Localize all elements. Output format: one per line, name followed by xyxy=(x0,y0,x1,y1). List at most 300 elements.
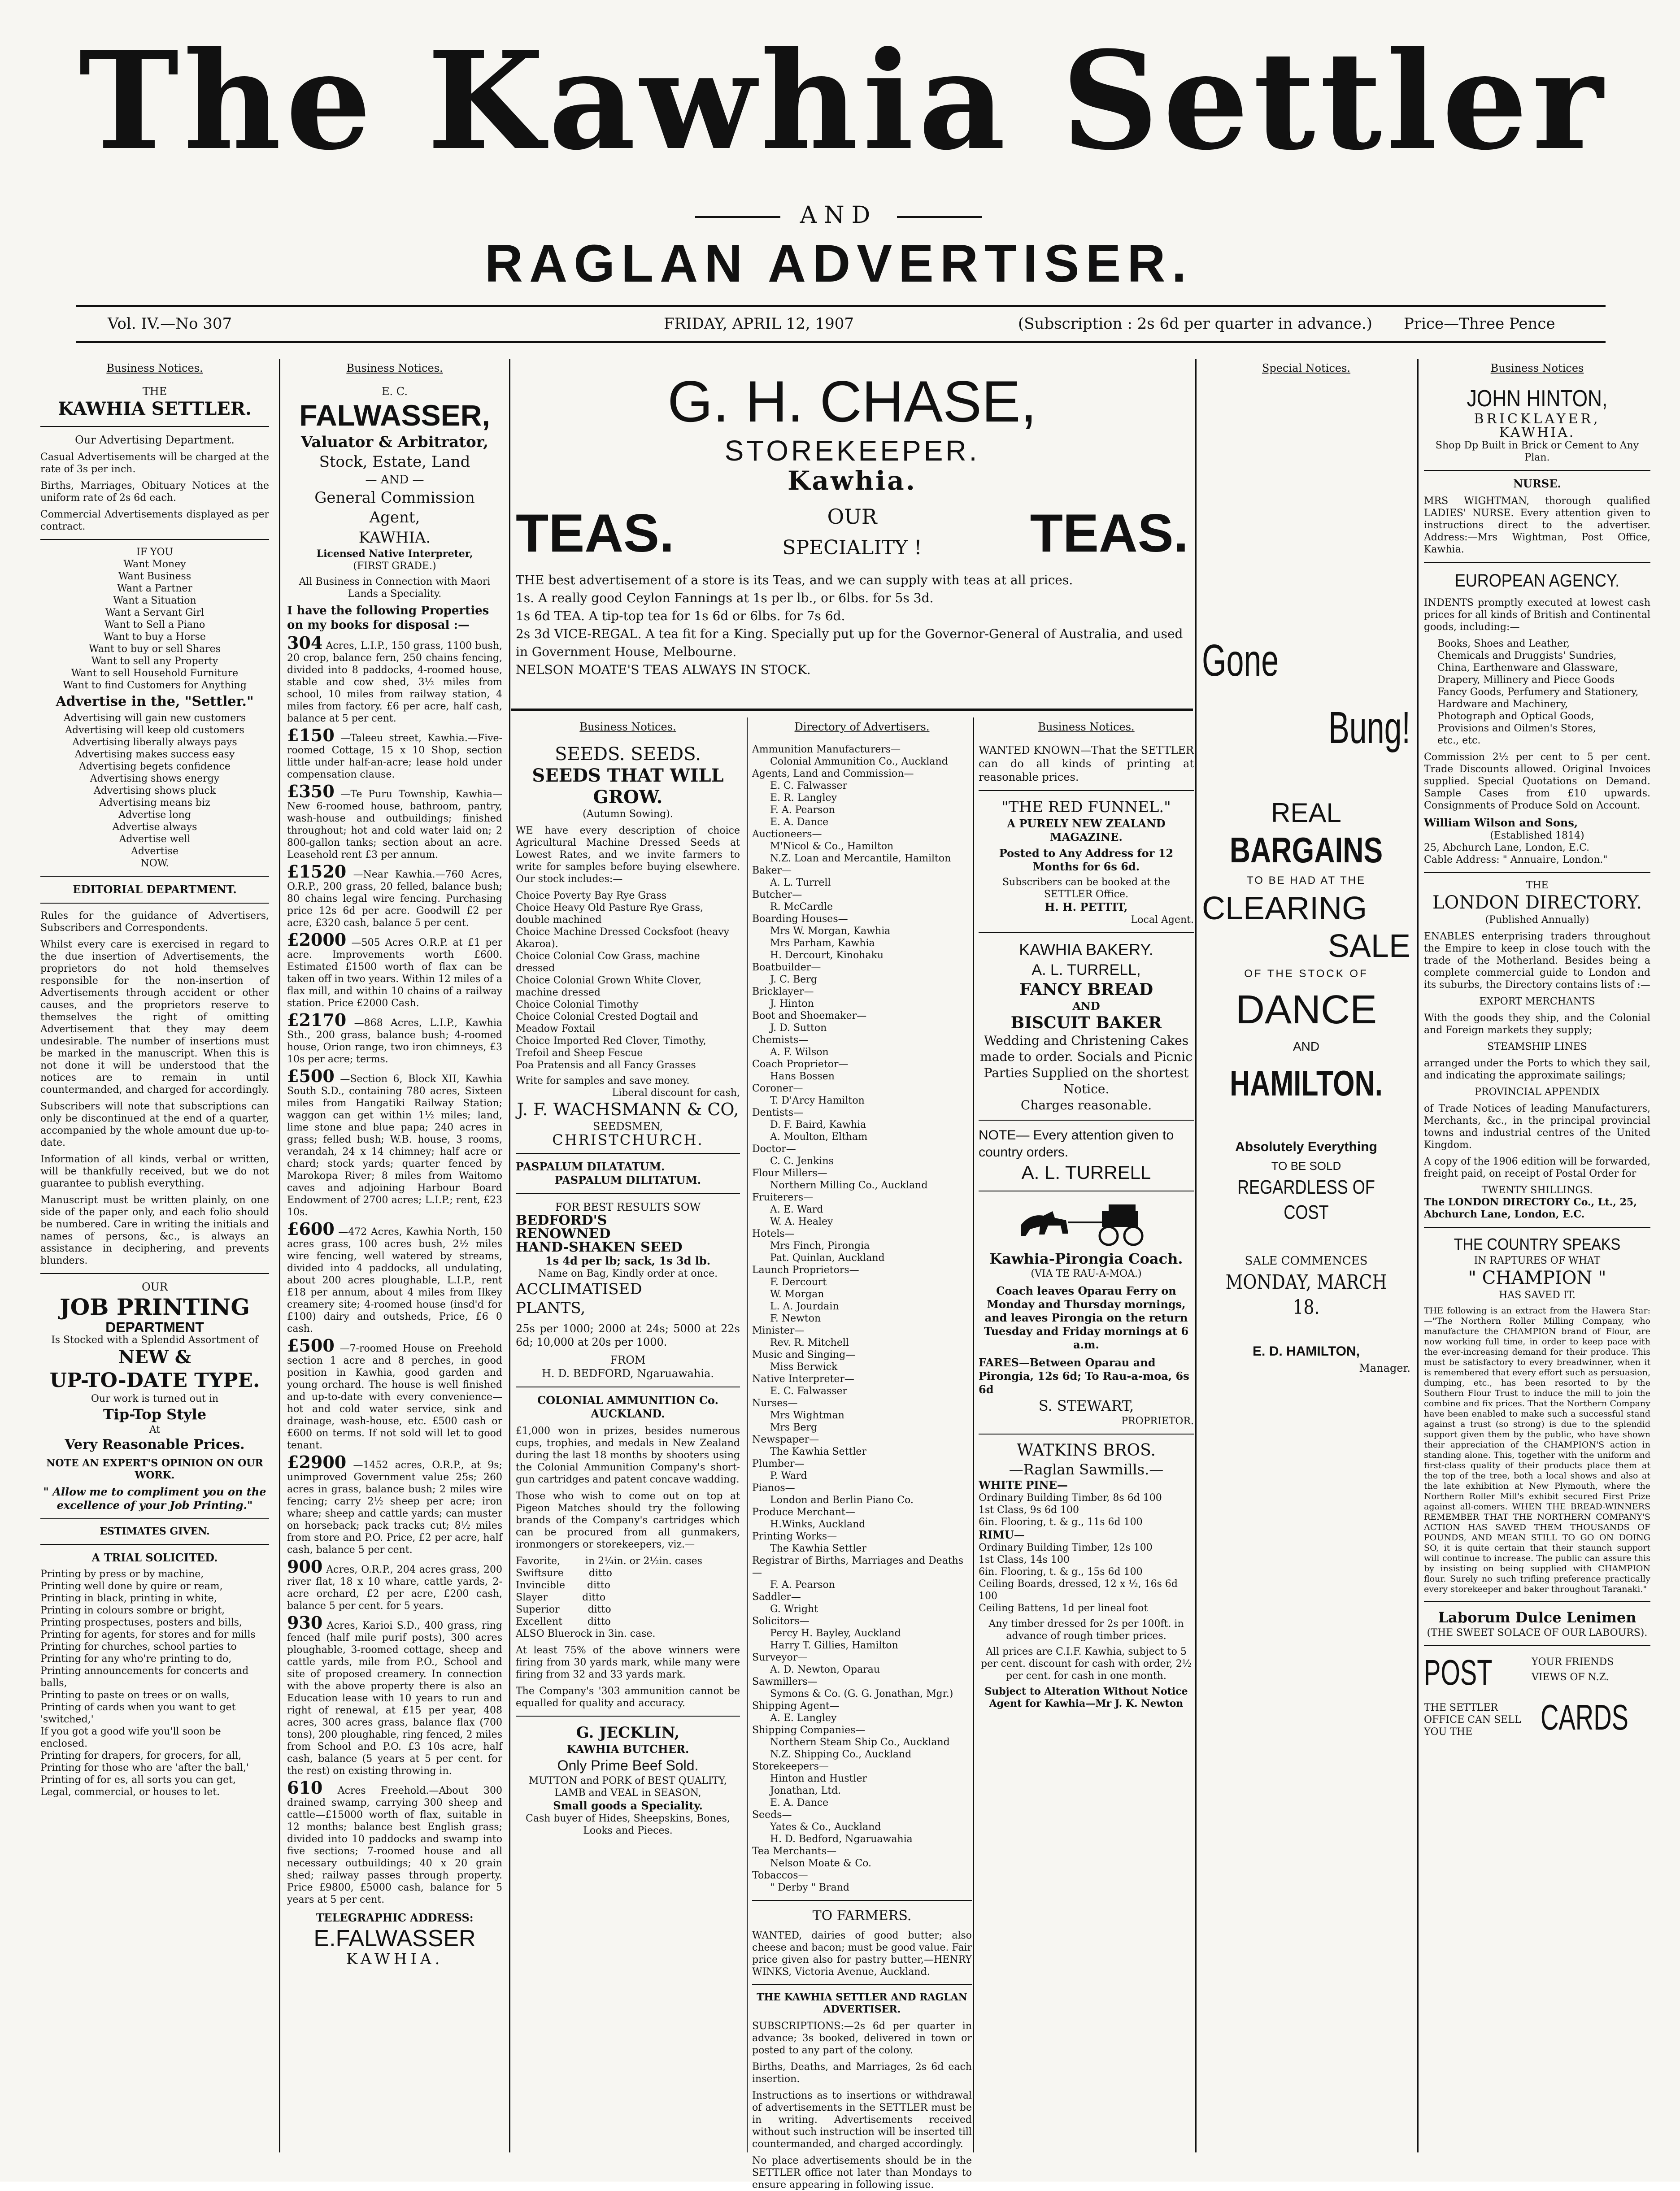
if-you-list: IF YOU Want Money Want Business Want a Partner Want a Situation Want a Servant Girl Want to Sell a Piano Want to buy a Horse Want to buy or sell Shares Want to sell any Property Want to sell Household Furniture Want to find Customers for Anything xyxy=(63,547,247,691)
watkins-bros: WATKINS BROS. xyxy=(1017,1441,1156,1460)
write-for-samples: Write for samples and save money. xyxy=(516,1075,690,1087)
directory-entry: N.Z. Shipping Co., Auckland xyxy=(770,1749,912,1760)
red-funnel: "THE RED FUNNEL." xyxy=(1001,798,1171,816)
directory-category: Shipping Companies— xyxy=(752,1725,866,1736)
directory-entry: Pat. Quinlan, Auckland xyxy=(770,1252,885,1264)
directory-entry: Jonathan, Ltd. xyxy=(770,1785,841,1796)
turrell-name-2: A. L. TURRELL xyxy=(1021,1162,1151,1183)
directory-entry: Mrs Berg xyxy=(770,1422,818,1433)
and-separator: — AND — xyxy=(365,473,424,487)
column-heading: Directory of Advertisers. xyxy=(794,721,930,733)
manager-label: Manager. xyxy=(1359,1362,1410,1374)
directory-entry: H.Winks, Auckland xyxy=(770,1519,866,1530)
directory-entry: L. A. Jourdain xyxy=(770,1301,839,1312)
cif-prices: All prices are C.I.F. Kawhia, subject to 5 per cent. discount for cash with order, 2½ per cent. for cash in one month. xyxy=(980,1646,1192,1682)
views-nz: VIEWS OF N.Z. xyxy=(1532,1672,1609,1683)
name-on-bag: Name on Bag, Kindly order at once. xyxy=(538,1268,718,1279)
reasonable-prices: Very Reasonable Prices. xyxy=(65,1437,245,1452)
kawhia-butcher: KAWHIA BUTCHER. xyxy=(566,1743,689,1756)
rule-3: Information of all kinds, verbal or written, will be thankfully received, but we do not guarantee to publish everything. xyxy=(40,1154,269,1189)
directory-category: Produce Merchant— xyxy=(752,1507,855,1518)
jecklin-name: G. JECKLIN, xyxy=(576,1724,680,1742)
trial-solicited: A TRIAL SOLICITED. xyxy=(91,1551,218,1564)
directory-category: Ammunition Manufacturers— xyxy=(752,744,901,755)
cards-label: CARDS xyxy=(1541,1697,1629,1737)
from-label: FROM xyxy=(610,1354,646,1366)
property-listing: 304 Acres, L.I.P., 150 grass, 1100 bush, 20 crop, balance fern, 250 chains fencing, divided into 8 paddocks, 4-roomed house, stable and cow shed, 3½ miles from school, 10 miles from railway station, 4 miles from factory. £6 per acre, half cash, balance at 5 per cent. xyxy=(287,633,502,724)
column-heading: Business Notices xyxy=(1490,362,1584,374)
directory-category: Nurses— xyxy=(752,1398,798,1409)
bedford-ngaruawahia: H. D. BEDFORD, Ngaruawahia. xyxy=(541,1367,714,1380)
rimu-label: RIMU— xyxy=(979,1528,1025,1541)
top-rule xyxy=(76,305,1606,307)
directory-category: Storekeepers— xyxy=(752,1761,829,1772)
directory-entry: Hans Bossen xyxy=(770,1071,835,1082)
directory-category: Native Interpreter— xyxy=(752,1374,854,1385)
directory-entry: Yates & Co., Auckland xyxy=(770,1821,881,1833)
telegraphic-address-label: TELEGRAPHIC ADDRESS: xyxy=(316,1911,474,1924)
liberal-discount: Liberal discount for cash, xyxy=(612,1087,740,1099)
masthead-and: AND xyxy=(695,202,982,229)
department-label: DEPARTMENT xyxy=(105,1319,204,1335)
nurse-heading: NURSE. xyxy=(1513,477,1561,490)
directory-category: Sawmillers— xyxy=(752,1676,818,1687)
chase-name: G. H. CHASE, xyxy=(667,369,1037,434)
prime-beef: Only Prime Beef Sold. xyxy=(557,1757,699,1774)
stewart-name: S. STEWART, xyxy=(1038,1397,1134,1414)
subscriptions-text: SUBSCRIPTIONS:—2s 6d per quarter in advance; 3s booked, delivered in town or posted to any part of the colony. xyxy=(752,2021,972,2056)
directory-category: Hotels— xyxy=(752,1228,795,1239)
directory-category: Tea Merchants— xyxy=(752,1846,837,1857)
directory-entry: H. D. Bedford, Ngaruawahia xyxy=(770,1834,913,1845)
directory-entry: F. Dercourt xyxy=(770,1277,827,1288)
champion-text: THE following is an extract from the Hawera Star:—"The Northern Roller Milling Company, who manufacture the CHAMPION brand of Flour, are now working full time, in order to keep pace with the ever-increasing demand for their produce. This must be satisfactory to every breadwinner, when it is remembered that every effort such as persuasion, dumping, etc., has been resorted to by the Southern Flour Trust to induce the mill to join the combine and fix prices. That the Northern Company have been enabled to make such a successful stand against a trust (so strong) is due to the splendid support given them by the public, who have shown their appreciation of the CHAMPION'S action in standing alone. This, together with the uniform and first-class quality of their products place them at the top of the tree, both a local shows and also at the late exhibition at New Plymouth, where the Northern Roller Mill's exhibit secured First Prize against all-comers. WHEN THE BREAD-WINNERS REMEMBER THAT THE NORTHERN COMPANY'S ACTION HAS SAVED THEM THOUSANDS OF POUNDS, AND MEAN STILL TO GO ON DOING SO, it is quite certain that their staunch support will continue to increase. The public can assure this by insisting on being supplied with CHAMPION flour. Surely no such trifling preference practically every storekeeper and baker throughout Taranaki." xyxy=(1424,1306,1650,1594)
directory-entry: W. A. Healey xyxy=(770,1216,833,1227)
directory-entry: G. Wright xyxy=(770,1604,818,1615)
directory-entry: Mrs Finch, Pirongia xyxy=(770,1240,870,1252)
hinton-name: JOHN HINTON, xyxy=(1467,386,1608,412)
our-label: OUR xyxy=(142,1281,168,1293)
directory-entry: W. Morgan xyxy=(770,1289,824,1300)
agent-label: Agent, xyxy=(369,509,420,526)
bedfords-label: BEDFORD'S xyxy=(516,1213,607,1228)
directory-category: Solicitors— xyxy=(752,1616,810,1627)
your-friends: YOUR FRIENDS xyxy=(1532,1656,1614,1668)
directory-entry: N.Z. Loan and Mercantile, Hamilton xyxy=(770,853,951,864)
directory-entry: Mrs Parham, Kawhia xyxy=(770,938,875,949)
directory-entry: Mrs W. Morgan, Kawhia xyxy=(770,926,891,937)
hinton-kawhia: KAWHIA. xyxy=(1499,425,1576,440)
lamb-veal: LAMB and VEAL in SEASON, xyxy=(554,1787,701,1799)
laborum: Laborum Dulce Lenimen xyxy=(1438,1609,1636,1626)
directory-entry: R. McCardle xyxy=(770,901,833,913)
rules-intro: Rules for the guidance of Advertisers, Subscribers and Correspondents. xyxy=(40,910,269,934)
plants-label: PLANTS, xyxy=(516,1299,586,1317)
bricklayer-label: BRICKLAYER, xyxy=(1474,411,1601,427)
coach-title: Kawhia-Pirongia Coach. xyxy=(989,1250,1183,1267)
directory-category: Auctioneers— xyxy=(752,829,822,840)
issue-date: FRIDAY, APRIL 12, 1907 xyxy=(664,315,854,333)
settler-title: THE KAWHIA SETTLER AND RAGLAN ADVERTISER. xyxy=(757,1991,967,2015)
directory-entry: The Kawhia Settler xyxy=(770,1543,866,1554)
up-to-date-type: UP-TO-DATE TYPE. xyxy=(49,1369,260,1392)
directory-entry: A. E. Ward xyxy=(770,1204,823,1215)
directory-entry: J. C. Berg xyxy=(770,974,817,985)
raglan-sawmills: —Raglan Sawmills.— xyxy=(1009,1461,1164,1478)
directory-category: Bricklayer— xyxy=(752,986,814,997)
directory-category: Registrar of Births, Marriages and Deaths— xyxy=(752,1555,964,1578)
column-directory xyxy=(747,717,972,2191)
autumn-sowing: (Autumn Sowing). xyxy=(583,809,673,820)
column-business-notices-1 xyxy=(40,359,269,2152)
directory-entry: Harry T. Gillies, Hamilton xyxy=(770,1640,898,1651)
rule-2: Subscribers will note that subscriptions can only be discontinued at the end of a quarter, accompanied by the whole amount due up-to-date. xyxy=(40,1101,269,1148)
our-label: OUR xyxy=(827,504,877,529)
ammunition-text-1: £1,000 won in prizes, besides numerous cups, trophies, and medals in New Zealand during the last 18 months by shooters using the Colonial Ammunition Company's short-gun cartridges and patent concave wadding. xyxy=(516,1426,740,1485)
abchurch-lane: 25, Abchurch Lane, London, E.C. xyxy=(1424,842,1590,853)
ammunition-text-2: Those who wish to come out on top at Pigeon Matches should try the following brands of the Company's cartridges which can be procured from all gunmakers, ironmongers or storekeepers, viz.— xyxy=(516,1491,740,1550)
twenty-shillings: TWENTY SHILLINGS. xyxy=(1481,1185,1593,1196)
small-goods: Small goods a Speciality. xyxy=(553,1799,703,1812)
country-orders: NOTE— Every attention given to country orders. xyxy=(979,1128,1174,1160)
paspalum-1: PASPALUM DILATATUM. xyxy=(516,1160,665,1173)
column-rule xyxy=(509,359,510,2152)
property-listing: £2900 —1452 acres, O.R.P., at 9s; unimproved Government value 25s; 260 acres in grass, balance bush; 2 miles wire fencing; carry 2½ sheep per acre; iron whare; sheep and cattle yards; can muster on horseback; pack tracks cut; 8½ miles from store and P.O. Price, £2 per acre, half cash, balance 5 per cent. xyxy=(287,1452,502,1556)
property-listing: 930 Acres, Karioi S.D., 400 grass, ring fenced (half mile purif posts), 300 acres ploughable, 3-roomed cottage, sheep and cattle yards, mile from P.O., School and site of proposed creamery. In connection with the above property there is also an Education lease with 10 years to run and right of renewal, at £15 per year, 408 acres, 300 acres grass, balance flax (700 tons), 200 ploughable, ring fenced, 2 miles from School and P.O. £3 10s acre, half cash, balance (5 years at 5 per cent. for the rest) on existing throwing in. xyxy=(287,1613,502,1777)
directory-entry: F. A. Pearson xyxy=(770,1579,835,1591)
directory-category: Agents, Land and Commission— xyxy=(752,768,914,779)
white-pine: WHITE PINE— xyxy=(979,1478,1068,1491)
price-note: Price—Three Pence xyxy=(1404,315,1555,333)
best-results: FOR BEST RESULTS SOW xyxy=(555,1201,701,1213)
london-directory: LONDON DIRECTORY. xyxy=(1432,892,1642,913)
directory-entry: " Derby " Brand xyxy=(770,1882,849,1893)
directory-category: Music and Singing— xyxy=(752,1349,856,1361)
plant-prices: 25s per 1000; 2000 at 24s; 5000 at 22s 6d; 10,000 at 20s per 1000. xyxy=(516,1322,740,1348)
rate-2: Births, Marriages, Obituary Notices at the uniform rate of 2s 6d each. xyxy=(40,480,269,504)
hinton-built: Shop Dp Built in Brick or Cement to Any Plan. xyxy=(1435,440,1639,463)
property-listing: £2000 —505 Acres O.R.P. at £1 per acre. Improvements worth £600. Estimated £1500 worth of flax can be taken off in two years. Within 12 miles of a flax mill, and within 10 chains of a railway station. Price £2000 Cash. xyxy=(287,930,503,1009)
provincial-text: of Trade Notices of leading Manufacturers, Merchants, &c., in the principal provincial towns and industrial centres of the United Kingdom. xyxy=(1424,1103,1650,1151)
directory-category: Newspaper— xyxy=(752,1434,819,1445)
column-heading: Business Notices. xyxy=(1038,721,1135,733)
directory-category: Boarding Houses— xyxy=(752,913,848,925)
tip-top-style: Tip-Top Style xyxy=(103,1406,207,1423)
property-listing: £350 —Te Puru Township, Kawhia—New 6-roomed house, bathroom, pantry, wash-house and outbuildings; finished throughout; hot and cold water laid on; 2 800-gallon tanks; section about an acre. Leasehold rent £3 per annum. xyxy=(287,781,502,861)
e-d-hamilton: E. D. HAMILTON, xyxy=(1253,1344,1360,1359)
of-the-stock: OF THE STOCK OF xyxy=(1244,968,1368,980)
directory-entry: A. L. Turrell xyxy=(770,877,831,888)
storekeeper-label: STOREKEEPER. xyxy=(724,435,980,467)
seed-list: Choice Poverty Bay Rye Grass Choice Heavy Old Pasture Rye Grass, double machined Choice Machine Dressed Cocksfoot (heavy Akaroa). Choice Colonial Cow Grass, machine dressed Choice Colonial Grown White Clover, machine dressed Choice Colonial Timothy Choice Colonial Crested Dogtail and Meadow Foxtail Choice Imported Red Clover, Timothy, Trefoil and Sheep Fescue Poa Pratensis and all Fancy Grasses xyxy=(516,890,730,1071)
native-interpreter: Licensed Native Interpreter, xyxy=(316,548,473,560)
directory-entry: Percy H. Bayley, Auckland xyxy=(770,1628,901,1639)
established: (Established 1814) xyxy=(1490,830,1584,841)
stock-estate-land: Stock, Estate, Land xyxy=(319,453,470,471)
directory-list xyxy=(752,743,972,1894)
column-business-notices-2 xyxy=(287,359,502,2152)
directory-entry: E. C. Falwasser xyxy=(770,1386,848,1397)
rate-3: Commercial Advertisements displayed as per contract. xyxy=(40,509,269,532)
teas-left: TEAS. xyxy=(516,503,675,563)
directory-entry: Mrs Wightman xyxy=(770,1410,844,1421)
directory-entry: Northern Steam Ship Co., Auckland xyxy=(770,1737,950,1748)
sale-label: SALE xyxy=(1327,928,1410,964)
property-listing: £500 —Section 6, Block XII, Kawhia South S.D., containing 780 acres, Sixteen miles from Hangatiki Railway Station; waggon can get within 1½ miles; land, lime stone and blue papa; 240 acres in grass; felled bush; W.B. house, 3 rooms, verandah, 24 x 14 chimney; half acre or chard; stock yards; quarter fenced by Marokopa River; 8 miles from Waitomo caves and adjoining Harbour Board Endowment of 2700 acres; L.I.P.; rent, £23 10s. xyxy=(287,1066,502,1218)
properties-intro: I have the following Properties on my books for disposal :— xyxy=(287,604,489,632)
directory-entry: Rev. R. Mitchell xyxy=(770,1337,849,1348)
export-merchants: EXPORT MERCHANTS xyxy=(1479,996,1595,1007)
column-heading: Business Notices. xyxy=(579,721,676,733)
directory-entry: H. Dercourt, Kinohaku xyxy=(770,950,884,961)
coach-via: (VIA TE RAU-A-MOA.) xyxy=(1031,1268,1142,1279)
directory-entry: J. Hinton xyxy=(770,998,814,1009)
printing-verse: Printing by press or by machine, Printing well done by quire or ream, Printing in black, printing in white, Printing in colours sombre or bright, Printing prospectuses, posters and bills, Printing for agents, for stores and for mills Printing for churches, school parties to Printing for any who're printing to do, Printing announcements for concerts and balls, Printing to paste on trees or on walls, Printing of cards when you want to get 'switched,' If you got a good wife you'll soon be enclosed. Printing for drapers, for grocers, for all, Printing for those who are 'after the ball,' Printing of for es, all sorts you can get, Legal, commercial, or houses to let. xyxy=(40,1569,256,1798)
directory-category: Chemists— xyxy=(752,1035,809,1046)
hamilton-label: HAMILTON. xyxy=(1230,1063,1383,1103)
directory-category: Boot and Shoemaker— xyxy=(752,1010,867,1022)
european-agency: EUROPEAN AGENCY. xyxy=(1454,571,1620,591)
directory-entry: P. Ward xyxy=(770,1470,807,1482)
directory-category: Plumber— xyxy=(752,1458,805,1469)
instructions-text: Instructions as to insertions or withdrawal of advertisements in the SETTLER must be in writing. Advertisements received without such instruction will be inserted till countermanded, and charged accordingly. xyxy=(752,2090,972,2150)
acclimatised-label: ACCLIMATISED xyxy=(516,1280,642,1298)
subscription-note: (Subscription : 2s 6d per quarter in advance.) xyxy=(1018,315,1372,333)
expert-opinion: NOTE AN EXPERT'S OPINION ON OUR WORK. xyxy=(46,1457,263,1481)
directory-category: Tobaccos— xyxy=(752,1870,808,1881)
clearing-label: CLEARING xyxy=(1202,891,1367,926)
to-be-had: TO BE HAD AT THE xyxy=(1247,874,1366,887)
seeds-intro: WE have every description of choice Agricultural Machine Dressed Seeds at Lowest Rates, and we invite farmers to write for samples before buying elsewhere. Our stock includes:— xyxy=(516,825,740,885)
column-heading: Special Notices. xyxy=(1262,362,1351,374)
rate-1: Casual Advertisements will be charged at the rate of 3s per inch. xyxy=(40,452,269,475)
dance-label: DANCE xyxy=(1235,987,1377,1032)
directory-entry: A. F. Wilson xyxy=(770,1047,829,1058)
wedding-cakes: Wedding and Christening Cakes made to order. Socials and Picnic Parties Supplied on the shortest Notice. xyxy=(980,1033,1193,1096)
settler-office-sell: THE SETTLER OFFICE CAN SELL YOU THE xyxy=(1424,1702,1521,1738)
directory-entry: Nelson Moate & Co. xyxy=(770,1858,872,1869)
london-directory-text: ENABLES enterprising traders throughout the Empire to keep in close touch with the trade of the Motherland. Besides being a complete commercial guide to London and its suburbs, the Directory contains lists of :— xyxy=(1424,931,1650,991)
chase-advert xyxy=(516,359,1188,709)
kawhia-agent: Agent for Kawhia—Mr J. K. Newton xyxy=(989,1698,1184,1709)
property-listing: 610 Acres Freehold.—About 300 drained swamp, carrying 300 sheep and cattle—£15000 worth of flax, suitable in 12 months; balance best English grass; divided into 10 paddocks and swamp into five sections; 7-roomed house and all necessary outbuildings; 40 x 20 grain shed; railway passes through property. Price £9800, £5000 cash, balance for 5 years at 5 per cent. xyxy=(287,1778,502,1905)
masthead-subtitle: RAGLAN ADVERTISER. xyxy=(484,234,1193,293)
horse-coach-icon xyxy=(1012,1198,1160,1247)
directory-entry: F. A. Pearson xyxy=(770,804,835,816)
seeds-grow: SEEDS THAT WILL GROW. xyxy=(532,765,724,808)
bargains-label: BARGAINS xyxy=(1229,830,1383,870)
rimu-prices: Ordinary Building Timber, 12s 100 1st Class, 14s 100 6in. Flooring, t. & g., 15s 6d 100 Ceiling Boards, dressed, 12 x ½, 16s 6d 100 Ceiling Battens, 1d per lineal foot xyxy=(979,1542,1178,1614)
purely-nz: A PURELY NEW ZEALAND MAGAZINE. xyxy=(1007,817,1166,843)
directory-category: Coroner— xyxy=(752,1083,803,1094)
births-text: Births, Deaths, and Marriages, 2s 6d each insertion. xyxy=(752,2061,972,2085)
falwasser-name: FALWASSER, xyxy=(299,399,490,432)
and-label: AND xyxy=(1293,1039,1320,1053)
colonial-ammunition: COLONIAL AMMUNITION Co. AUCKLAND. xyxy=(537,1394,718,1420)
directory-category: Saddler— xyxy=(752,1591,801,1603)
post-label: POST xyxy=(1424,1652,1493,1692)
fancy-bread: FANCY BREAD xyxy=(1019,980,1153,999)
column-heading: Business Notices. xyxy=(346,362,443,374)
directory-category: Butcher— xyxy=(752,889,802,900)
biscuit-baker: BISCUIT BAKER xyxy=(1010,1013,1162,1032)
white-pine-prices: Ordinary Building Timber, 8s 6d 100 1st Class, 9s 6d 100 6in. Flooring, t. & g., 11s 6d 100 xyxy=(979,1492,1162,1528)
slogan-list: Advertising will gain new customers Advertising will keep old customers Advertising liberally always pays Advertising makes success easy Advertising begets confidence Advertising shows energy Advertising shows pluck Advertising means biz Advertise long Advertise always Advertise well Advertise NOW. xyxy=(63,713,246,869)
directory-category: Printing Works— xyxy=(752,1531,837,1542)
london-directory-co: The LONDON DIRECTORY Co., Lt., 25, Abchurch Lane, London, E.C. xyxy=(1424,1196,1637,1220)
regardless-of-cost: REGARDLESS OF COST xyxy=(1237,1176,1375,1223)
directory-category: Boatbuilder— xyxy=(752,962,821,973)
real-label: REAL xyxy=(1271,798,1341,828)
rule-1: Whilst every care is exercised in regard to the due insertion of Advertisements, the proprietors do not hold themselves responsible for the non-insertion of Advertisements through accident or other causes, and the proprietors reserve to themselves the right of omitting Advertisement that they may deem undesirable. The number of insertions must be marked in the manuscript. When this is not done it will be understood that the notices are to remain in until countermanded, and charged for accordingly. xyxy=(40,939,269,1096)
published-annually: (Published Annually) xyxy=(1485,914,1589,926)
property-listing: £600 —472 Acres, Kawhia North, 150 acres grass, 100 acres bush, 2½ miles wire fencing, well watered by streams, divided into 4 paddocks, all undulating, about 200 acres ploughable, L.I.P., rent £18 per annum, about 4 miles from Ilkey creamery site; 4-roomed house (insd'd for £100) dairy and outsheds, Price, £6 0 cash. xyxy=(287,1219,502,1335)
the-label: THE xyxy=(1526,880,1549,891)
property-listing: £2170 —868 Acres, L.I.P., Kawhia Sth., 200 grass, balance bush; 4-roomed house, Orion range, two iron chimneys, £3 10s per acre; terms. xyxy=(287,1010,502,1065)
mutton-pork: MUTTON and PORK of BEST QUALITY, xyxy=(528,1775,727,1787)
kawhia-bakery: KAWHIA BAKERY. xyxy=(1019,940,1153,959)
column-rule xyxy=(1195,359,1197,2152)
european-items: Books, Shoes and Leather, Chemicals and Druggists' Sundries, China, Earthenware and Glassware, Drapery, Millinery and Piece Goods Fancy Goods, Perfumery and Stationery, Hardware and Machinery, Photograph and Optical Goods, Provisions and Oilmen's Stores, etc., etc. xyxy=(1437,638,1639,746)
posted-any-address: Posted to Any Address for 12 Months for 6s 6d. xyxy=(999,847,1174,873)
telegraphic-place: KAWHIA. xyxy=(346,1950,444,1968)
nurse-text: MRS WIGHTMAN, thorough qualified LADIES' NURSE. Every attention given to instructions direct to the advertiser. Address:—Mrs Wightman, Post Office, Kawhia. xyxy=(1424,496,1650,555)
editorial-heading: EDITORIAL DEPARTMENT. xyxy=(73,883,237,896)
advertise-line: Advertise in the, "Settler." xyxy=(56,694,254,709)
speciality-label: SPECIALITY ! xyxy=(782,536,922,559)
directory-category: Flour Millers— xyxy=(752,1168,827,1179)
directory-entry: M'Nicol & Co., Hamilton xyxy=(770,841,894,852)
cartridge-brands: Favorite, in 2¼in. or 2½in. cases Swiftsure ditto Invincible ditto Slayer ditto Superior ditto Excellent ditto xyxy=(516,1556,702,1627)
proprietor-label: PROPRIETOR. xyxy=(1121,1416,1194,1427)
coach-fares: FARES—Between Oparau and Pirongia, 12s 6d; To Rau-a-moa, 6s 6d xyxy=(979,1356,1189,1396)
directory-category: Baker— xyxy=(752,865,792,876)
export-text: With the goods they ship, and the Colonial and Foreign markets they supply; xyxy=(1424,1013,1650,1036)
subscribers-booked: Subscribers can be booked at the SETTLER Office. xyxy=(1002,877,1171,900)
bung-label: Bung! xyxy=(1328,703,1410,753)
to-be-sold: TO BE SOLD xyxy=(1271,1159,1341,1173)
absolutely-everything: Absolutely Everything xyxy=(1235,1139,1377,1154)
directory-entry: D. F. Baird, Kawhia xyxy=(770,1119,866,1130)
directory-entry: A. D. Newton, Oparau xyxy=(770,1664,880,1675)
directory-entry: Symons & Co. (G. G. Jonathan, Mgr.) xyxy=(770,1688,953,1700)
steamship-lines: STEAMSHIP LINES xyxy=(1487,1041,1587,1052)
directory-entry: C. C. Jenkins xyxy=(770,1156,834,1167)
property-listing: £1520 —Near Kawhia.—760 Acres, O.R.P., 200 grass, 20 felled, balance bush; 80 chains legal wire fencing. Purchasing price 12s 6d per acre. Goodwill £2 per acre, £320 cash, balance 5 per cent. xyxy=(287,861,502,929)
rule-4: Manuscript must be written plainly, on one side of the paper only, and each folio should be numbered. Care in writing the initials and names of persons, &c., is always an assistance in deciphering, and prevents blunders. xyxy=(40,1195,269,1266)
directory-category: Minister— xyxy=(752,1325,805,1336)
champion-label: " CHAMPION " xyxy=(1468,1268,1606,1288)
cash-buyer: Cash buyer of Hides, Sheepskins, Bones, Looks and Pieces. xyxy=(526,1813,730,1836)
maori-lands: All Business in Connection with Maori Lands a Speciality. xyxy=(299,576,491,600)
steamship-text: arranged under the Ports to which they sail, and indicating the approximate sailings; xyxy=(1424,1058,1650,1081)
directory-entry: Hinton and Hustler xyxy=(770,1773,867,1784)
directory-entry: Colonial Ammunition Co., Auckland xyxy=(770,756,948,767)
directory-category: Doctor— xyxy=(752,1143,796,1155)
turned-out-line: Our work is turned out in xyxy=(91,1393,219,1404)
wachsmann-name: J. F. WACHSMANN & CO, xyxy=(517,1100,739,1119)
stocked-line: Is Stocked with a Splendid Assortment of xyxy=(51,1335,258,1346)
directory-category: Surveyor— xyxy=(752,1652,808,1663)
gone-label: Gone xyxy=(1202,635,1279,686)
directory-entry: E. C. Falwasser xyxy=(770,780,848,791)
wilson-sons: William Wilson and Sons, xyxy=(1424,816,1578,829)
wanted-known: WANTED KNOWN—That the SETTLER can do all kinds of printing at reasonable prices. xyxy=(979,744,1194,783)
has-saved-it: HAS SAVED IT. xyxy=(1499,1290,1576,1301)
european-commission: Commission 2½ per cent to 5 per cent. Trade Discounts allowed. Original Invoices supplied. Special Quotations on Demand. Sample Cases from £10 upwards. Consignments of Produce Sold on Account. xyxy=(1424,752,1650,811)
directory-category: Seeds— xyxy=(752,1809,792,1821)
country-speaks: THE COUNTRY SPEAKS xyxy=(1454,1235,1621,1253)
directory-category: Dentists— xyxy=(752,1107,804,1118)
directory-entry: F. Newton xyxy=(770,1313,821,1324)
directory-category: Coach Proprietor— xyxy=(752,1059,849,1070)
and-label: AND xyxy=(1072,1000,1100,1013)
at-label: At xyxy=(149,1424,161,1435)
ammunition-text-3: At least 75% of the above winners were firing from 30 yards mark, while many were firing from 32 and 33 yards mark. xyxy=(516,1645,740,1680)
expert-quote: " Allow me to compliment you on the excellence of your Job Printing." xyxy=(43,1485,266,1512)
directory-entry: J. D. Sutton xyxy=(770,1022,827,1034)
kawhia-label: KAWHIA. xyxy=(358,529,431,547)
copy-edition: A copy of the 1906 edition will be forwarded, freight paid, on receipt of Postal Order for xyxy=(1424,1156,1650,1179)
copy-deadline: No place advertisements should be in the SETTLER office not later than Mondays to ensure appearing in following issue. xyxy=(752,2155,972,2191)
property-listing: 900 Acres, O.R.P., 204 acres grass, 200 river flat, 18 x 10 whare, cattle yards, 2-acre orchard, £2 per acre, £200 cash, balance 5 per cent. for 5 years. xyxy=(287,1556,502,1612)
column-business-notices-3 xyxy=(516,717,740,2152)
directory-entry: T. D'Arcy Hamilton xyxy=(770,1095,865,1106)
to-farmers: TO FARMERS. xyxy=(812,1908,912,1924)
charges-reasonable: Charges reasonable. xyxy=(1020,1098,1152,1113)
chase-body: THE best advertisement of a store is its Teas, and we can supply with teas at all prices. 1s. A really good Ceylon Fannings at 1s per lb., or 6lbs. for 5s 3d. 1s 6d TEA. A tip-top tea for 1s 6d or 6lbs. for 7s 6d. 2s 3d VICE-REGAL. A tea fit for a King. Specially put up for the Governor-General of Australia, and used in Government House, Melbourne. NELSON MOATE'S TEAS ALWAYS IN STOCK. xyxy=(516,573,1183,677)
estimates-given: ESTIMATES GIVEN. xyxy=(100,1526,210,1537)
subject-to-alteration: Subject to Alteration Without Notice xyxy=(984,1686,1188,1697)
turrell-name: A. L. TURRELL, xyxy=(1032,961,1141,978)
directory-category: Fruiterers— xyxy=(752,1192,814,1203)
seeds-heading: SEEDS. SEEDS. xyxy=(555,744,701,765)
ammunition-text-4: The Company's '303 ammunition cannot be equalled for quality and accuracy. xyxy=(516,1686,740,1709)
christchurch-label: CHRISTCHURCH. xyxy=(552,1131,704,1148)
postcards-advert xyxy=(1424,1652,1650,1751)
directory-entry: A. Moulton, Eltham xyxy=(770,1131,868,1143)
property-listing: £150 —Taleeu street, Kawhia.—Five-roomed Cottage, 15 x 10 Shop, section little under half-an-acre; lease hold under compensation clause. xyxy=(287,725,502,780)
job-printing-heading: JOB PRINTING xyxy=(59,1294,250,1320)
new-label: NEW & xyxy=(118,1347,191,1368)
seedsmen-label: SEEDSMEN, xyxy=(592,1120,663,1133)
the-label: THE xyxy=(142,385,167,398)
column-business-notices-7 xyxy=(1424,359,1650,2152)
column-business-notices-5 xyxy=(973,717,1194,2152)
paspalum-2: PASPALUM DILITATUM. xyxy=(554,1174,701,1187)
telegraphic-name: E.FALWASSER xyxy=(313,1926,476,1952)
seed-price: 1s 4d per lb; sack, 1s 3d lb. xyxy=(545,1254,711,1267)
monday-march: MONDAY, MARCH 18. xyxy=(1225,1271,1387,1319)
timber-dressed: Any timber dressed for 2s per 100ft. in advance of rough timber prices. xyxy=(988,1618,1184,1642)
cable-address: Cable Address: " Annuaire, London." xyxy=(1424,854,1608,865)
column-rule xyxy=(1417,359,1419,2152)
coach-schedule: Coach leaves Oparau Ferry on Monday and Thursday mornings, and leaves Pirongia on the return Tuesday and Friday mornings at 6 a.m. xyxy=(984,1284,1189,1351)
hand-shaken-seed: HAND-SHAKEN SEED xyxy=(516,1239,683,1255)
directory-entry: E. A. Dance xyxy=(770,817,829,828)
directory-category: Pianos— xyxy=(752,1482,795,1494)
bluerock-line: ALSO Bluerock in 3in. case. xyxy=(516,1628,656,1639)
falwasser-initials: E. C. xyxy=(382,385,408,398)
advertising-dept-heading: Our Advertising Department. xyxy=(75,434,235,446)
directory-category: Launch Proprietors— xyxy=(752,1265,859,1276)
raptures: IN RAPTURES OF WHAT xyxy=(1474,1255,1601,1266)
volume-number: Vol. IV.—No 307 xyxy=(108,315,232,333)
european-intro: INDENTS promptly executed at lowest cash prices for all kinds of British and Continental goods, including:— xyxy=(1424,597,1650,633)
directory-entry: Northern Milling Co., Auckland xyxy=(770,1180,928,1191)
property-listing: £500 —7-roomed House on Freehold section 1 acre and 8 perches, in good position in Kawhia, good garden and young orchard. The house is well finished and up-to-date with every convenience—hot and cold water service, sink and drainage, wash-house, etc. £500 cash or £600 on terms. If not sold will let to good tenant. xyxy=(287,1335,502,1451)
column-rule xyxy=(279,359,280,2152)
